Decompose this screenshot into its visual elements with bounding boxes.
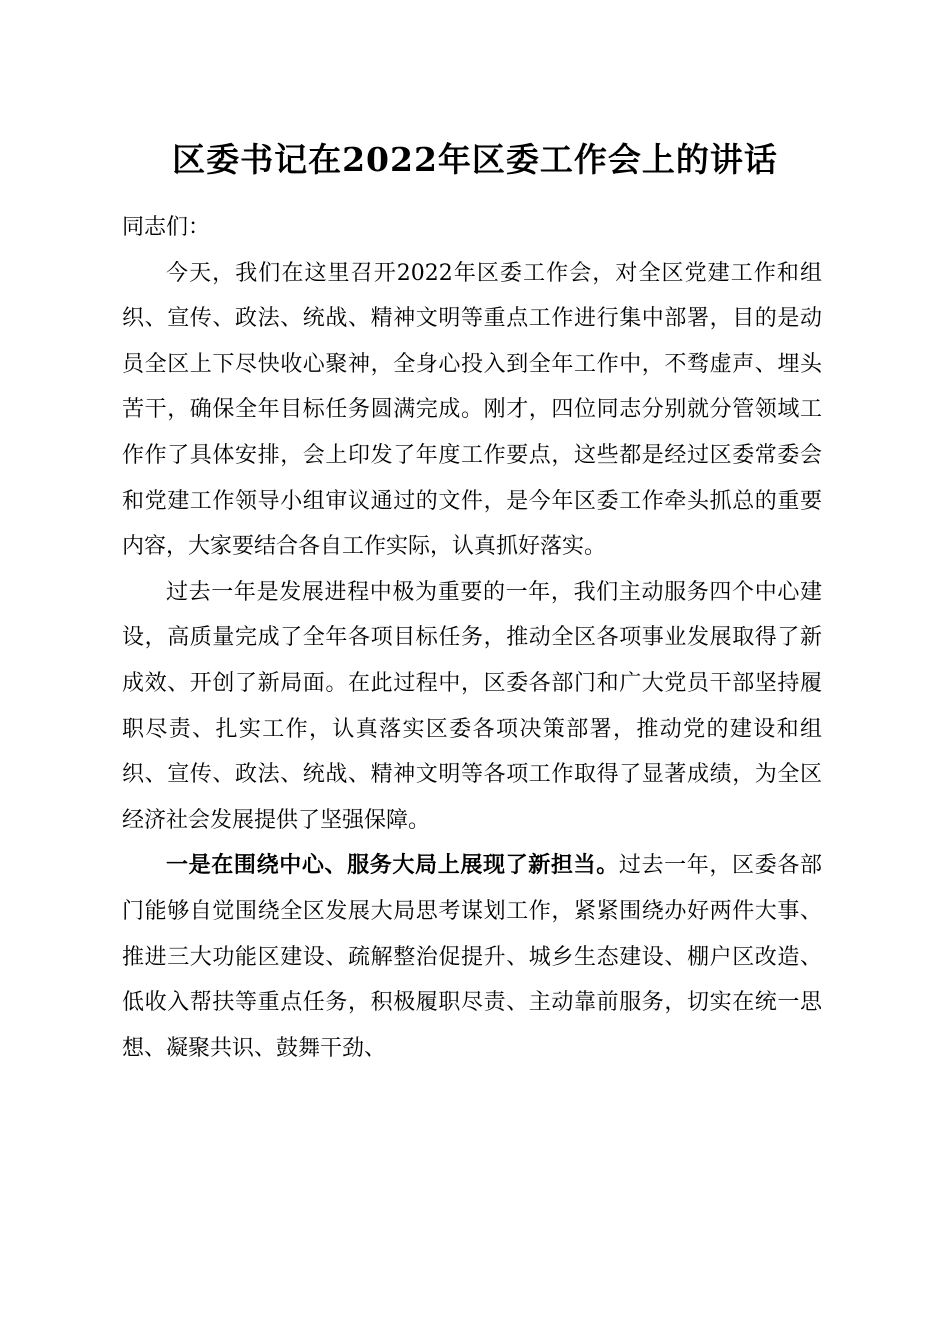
salutation: 同志们： [122,215,211,240]
paragraph-meeting-intro: 今天，我们在这里召开2022年区委工作会，对全区党建工作和组织、宣传、政法、统战、精神文明等重点工作进行集中部署，目的是动员全区上下尽快收心聚神，全身心投入到全年工作中，不骛虚声、埋头苦干，确保全年目标任务圆满完成。刚才，四位同志分别就分管领域工作作了具体安排，会上印发了年度工作要点，这些都是经过区委常委会和党建工作领导小组审议通过的文件，是今年区委工作牵头抓总的重要内容，大家要结合各自工作实际，认真抓好落实。 [122,260,822,560]
document-body [122,205,822,1071]
section-one-text: 过去一年，区委各部门能够自觉围绕全区发展大局思考谋划工作，紧紧围绕办好两件大事、推进三大功能区建设、疏解整治促提升、城乡生态建设、棚户区改造、低收入帮扶等重点任务，积极履职尽责、主动靠前服务，切实在统一思想、凝聚共识、鼓舞干劲、 [122,853,822,1061]
document-title: 区委书记在2022年区委工作会上的讲话 [172,140,778,179]
paragraph-past-year-review: 过去一年是发展进程中极为重要的一年，我们主动服务四个中心建设，高质量完成了全年各项目标任务，推动全区各项事业发展取得了新成效、开创了新局面。在此过程中，区委各部门和广大党员干部坚持履职尽责、扎实工作，认真落实区委各项决策部署，推动党的建设和组织、宣传、政法、统战、精神文明等各项工作取得了显著成绩，为全区经济社会发展提供了坚强保障。 [122,579,822,833]
section-one-lead: 一是在围绕中心、服务大局上展现了新担当。 [166,852,619,879]
paragraph-section-one [122,843,822,1071]
